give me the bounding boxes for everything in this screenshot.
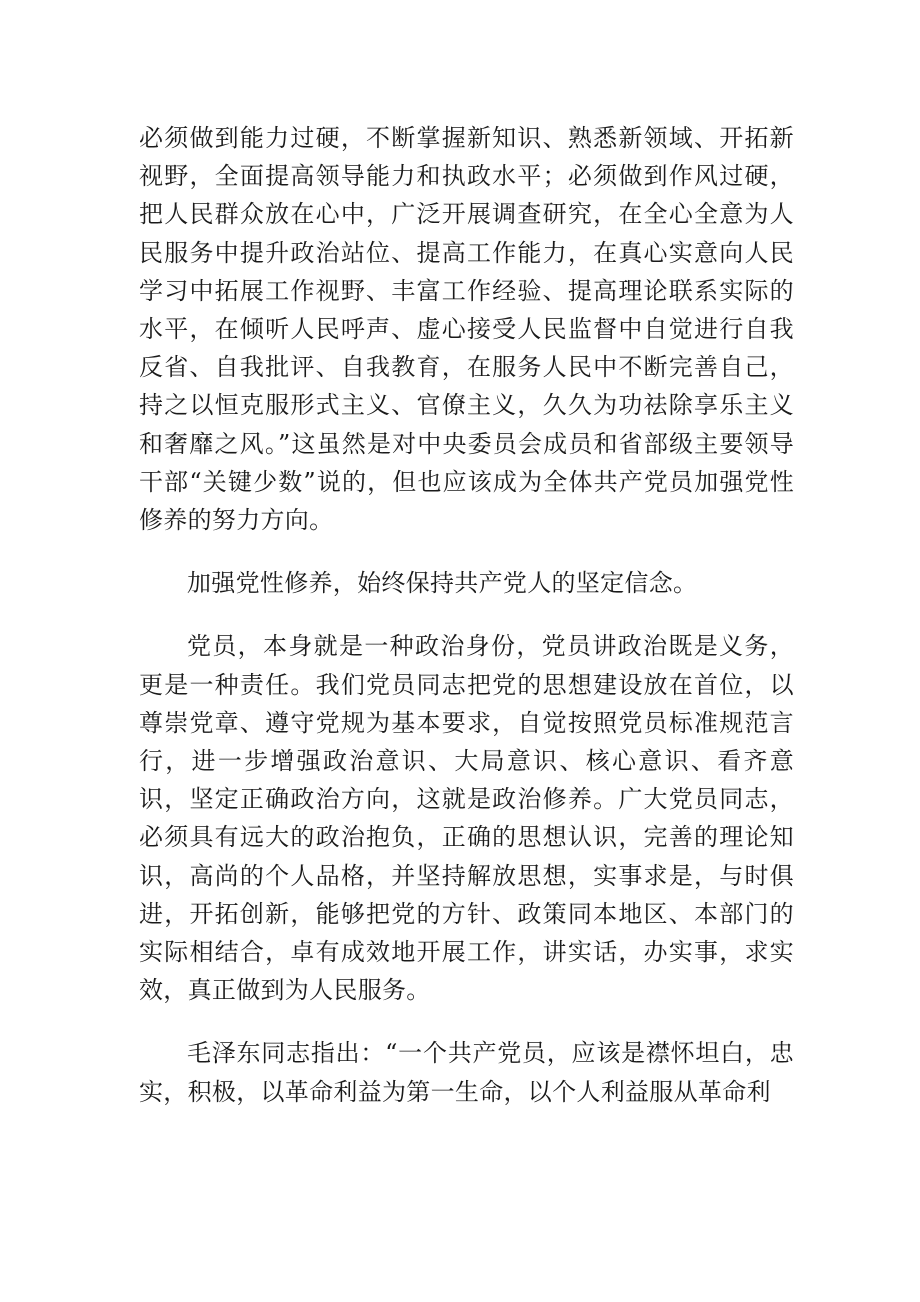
document-body: [139, 119, 794, 1111]
paragraph-political-identity: 党员，本身就是一种政治身份，党员讲政治既是义务，更是一种责任。我们党员同志把党的思想建设放在首位，以尊崇党章、遵守党规为基本要求，自觉按照党员标准规范言行，进一步增强政治意识、大局意识、核心意识、看齐意识，坚定正确政治方向，这就是政治修养。广大党员同志，必须具有远大的政治抱负，正确的思想认识，完善的理论知识，高尚的个人品格，并坚持解放思想，实事求是，与时俱进，开拓创新，能够把党的方针、政策同本地区、本部门的实际相结合，卓有成效地开展工作，讲实话，办实事，求实效，真正做到为人民服务。: [139, 632, 794, 1005]
paragraph-heading-statement: 加强党性修养，始终保持共产党人的坚定信念。: [187, 569, 698, 598]
paragraph-continuation: 必须做到能力过硬，不断掌握新知识、熟悉新领域、开拓新视野，全面提高领导能力和执政水平；必须做到作风过硬，把人民群众放在心中，广泛开展调查研究，在全心全意为人民服务中提升政治站位、提高工作能力，在真心实意向人民学习中拓展工作视野、丰富工作经验、提高理论联系实际的水平，在倾听人民呼声、虚心接受人民监督中自觉进行自我反省、自我批评、自我教育，在服务人民中不断完善自己，持之以恒克服形式主义、官僚主义，久久为功祛除享乐主义和奢靡之风。”这虽然是对中央委员会成员和省部级主要领导干部“关键少数”说的，但也应该成为全体共产党员加强党性修养的努力方向。: [139, 124, 794, 535]
paragraph-mao-quote: 毛泽东同志指出：“一个共产党员，应该是襟怀坦白，忠实，积极，以革命利益为第一生命，以个人利益服从革命利: [139, 1039, 794, 1106]
